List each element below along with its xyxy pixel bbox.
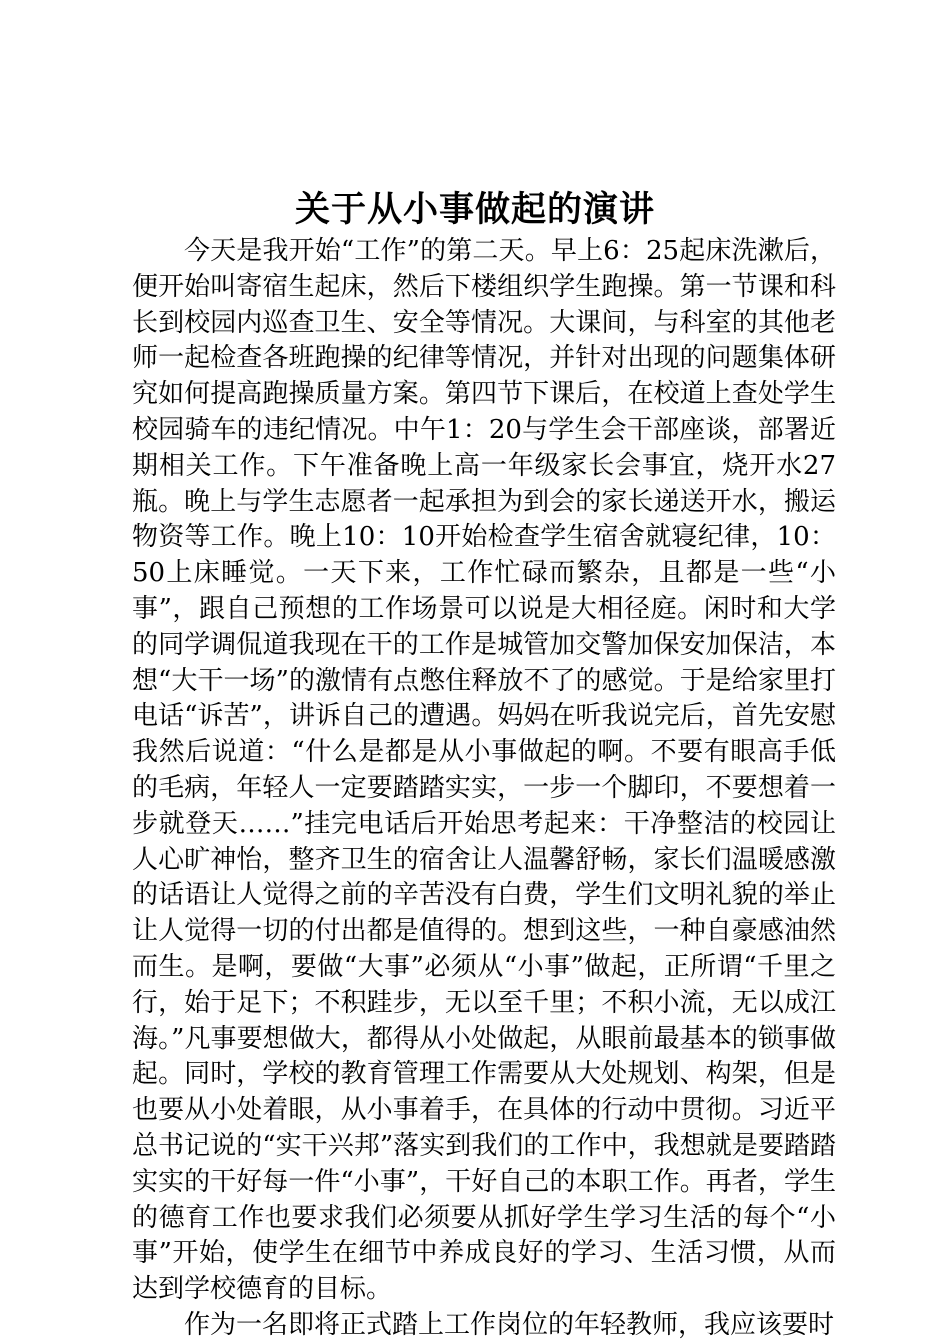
document-title: 关于从小事做起的演讲 [294,189,655,230]
paragraph-2: 作为一名即将正式踏上工作岗位的年轻教师，我应该要时 [184,1309,835,1340]
document-body [132,234,836,1344]
paragraph-1: 今天是我开始“工作”的第二天。早上6：25起床洗漱后，便开始叫寄宿生起床，然后下楼组织学生跑操。第一节课和科长到校园内巡查卫生、安全等情况。大课间，与科室的其他老师一起检查各班跑操的纪律等情况，并针对出现的问题集体研究如何提高跑操质量方案。第四节下课后，在校道上查处学生校园骑车的违纪情况。中午1：20与学生会干部座谈，部署近期相关工作。下午准备晚上高一年级家长会事宜，烧开水27瓶。晚上与学生志愿者一起承担为到会的家长递送开水，搬运物资等工作。晚上10：10开始检查学生宿舍就寝纪律，10：50上床睡觉。一天下来，工作忙碌而繁杂，且都是一些“小事”，跟自己预想的工作场景可以说是大相径庭。闲时和大学的同学调侃道我现在干的工作是城管加交警加保安加保洁，本想“大干一场”的激情有点憋住释放不了的感觉。于是给家里打电话“诉苦”，讲诉自己的遭遇。妈妈在听我说完后，首先安慰我然后说道：“什么是都是从小事做起的啊。不要有眼高手低的毛病，年轻人一定要踏踏实实，一步一个脚印，不要想着一步就登天……”挂完电话后开始思考起来：干净整洁的校园让人心旷神怡，整齐卫生的宿舍让人温馨舒畅，家长们温暖感激的话语让人觉得之前的辛苦没有白费，学生们文明礼貌的举止让人觉得一切的付出都是值得的。想到这些，一种自豪感油然而生。是啊，要做“大事”必须从“小事”做起，正所谓“千里之行，始于足下；不积跬步，无以至千里；不积小流，无以成江海。”凡事要想做大，都得从小处做起，从眼前最基本的锁事做起。同时，学校的教育管理工作需要从大处规划、构架，但是也要从小处着眼，从小事着手，在具体的行动中贯彻。习近平总书记说的“实干兴邦”落实到我们的工作中，我想就是要踏踏实实的干好每一件“小事”，干好自己的本职工作。再者，学生的德育工作也要求我们必须要从抓好学生学习生活的每个“小事”开始，使学生在细节中养成良好的学习、生活习惯，从而达到学校德育的目标。 [132,236,836,1305]
